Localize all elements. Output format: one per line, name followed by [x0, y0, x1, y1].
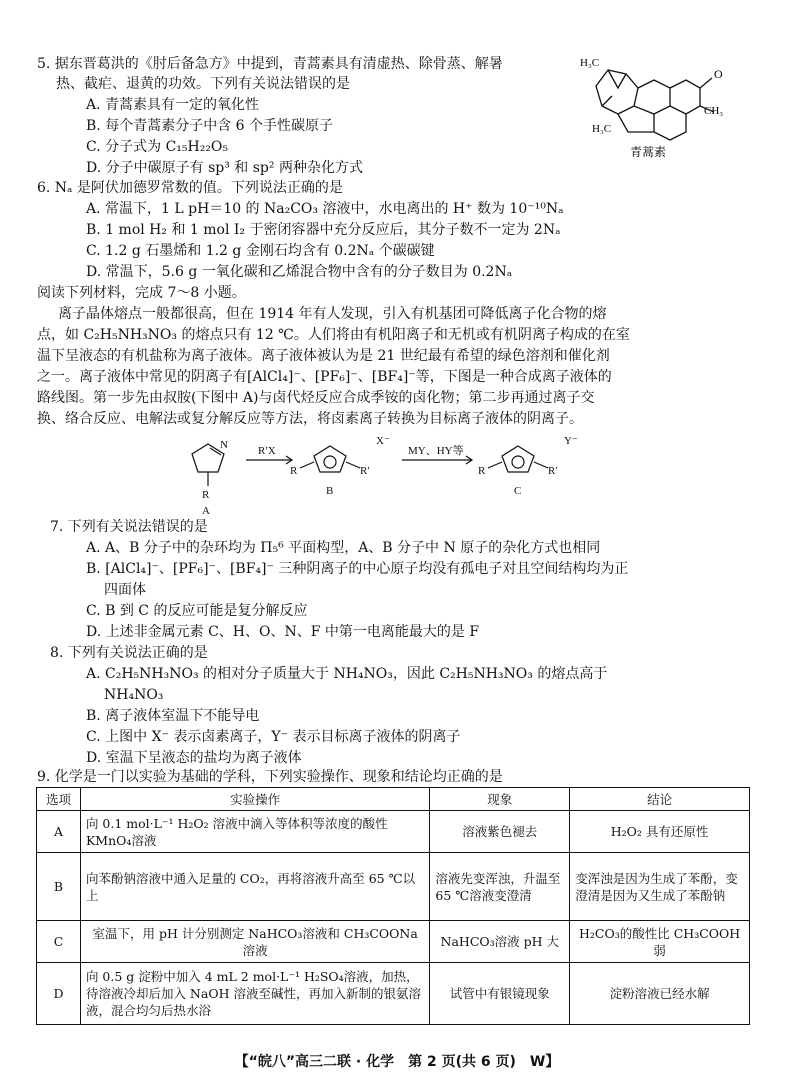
table-row: [37, 811, 750, 853]
q7-option-c: C. B 到 C 的反应可能是复分解反应: [86, 603, 308, 619]
scheme-reagent-1: R′X: [258, 445, 276, 457]
q9-stem: 9. 化学是一门以实验为基础的学科，下列实验操作、现象和结论均正确的是: [37, 769, 503, 785]
material-line-5: 路线图。第一步先由叔胺(下图中 A)与卤代烃反应合成季铵的卤化物；第二步再通过离子交: [37, 390, 595, 406]
row-a-option: A: [37, 811, 81, 853]
mol-h3c-bottom-label: H₃C: [592, 123, 612, 135]
row-b-phenomenon: 溶液先变浑浊，升温至 65 ℃溶液变澄清: [430, 853, 570, 921]
q5-stem-line1: 5. 据东晋葛洪的《肘后备急方》中提到，青蒿素具有清虚热、除骨蒸、解暑: [37, 56, 503, 72]
mol-caption: 青蒿素: [630, 145, 667, 159]
row-a-operation: 向 0.1 mol·L⁻¹ H₂O₂ 溶液中滴入等体积等浓度的酸性 KMnO₄溶液: [80, 811, 429, 853]
row-d-option: D: [37, 963, 81, 1025]
material-line-6: 换、络合反应、电解法或复分解反应等方法，将卤素离子转换为目标离子液体的阴离子。: [37, 411, 583, 427]
scheme-label-c: C: [514, 485, 522, 497]
page-footer: 【“皖八”高三二联 · 化学 第 2 页(共 6 页) W】: [234, 1054, 560, 1070]
q7-option-b-line1: B. [AlCl₄]⁻、[PF₆]⁻、[BF₄]⁻ 三种阴离子的中心原子均没有孤电子对且空间结构均为正: [86, 561, 629, 577]
ionic-liquid-synthesis-scheme: [180, 432, 620, 518]
scheme-label-b: B: [326, 485, 334, 497]
header-conclusion: 结论: [570, 788, 750, 811]
q8-option-a-line2: NH₄NO₃: [104, 687, 164, 703]
scheme-c-rprime-label: R′: [548, 465, 558, 477]
row-a-conclusion: H₂O₂ 具有还原性: [570, 811, 750, 853]
q9-experiment-table: [36, 787, 750, 1025]
scheme-b-r-label: R: [290, 465, 298, 477]
q5-option-b: B. 每个青蒿素分子中含 6 个手性碳原子: [86, 118, 333, 134]
row-c-phenomenon: NaHCO₃溶液 pH 大: [430, 921, 570, 963]
material-line-4: 之一。离子液体中常见的阴离子有[AlCl₄]⁻、[PF₆]⁻、[BF₄]⁻等，下图是一种合成离子液体的: [37, 369, 612, 385]
q6-option-a: A. 常温下，1 L pH＝10 的 Na₂CO₃ 溶液中，水电离出的 H⁺ 数为 10⁻¹⁰Nₐ: [86, 201, 564, 217]
q7-option-b-line2: 四面体: [104, 582, 146, 598]
row-d-phenomenon: 试管中有银镜现象: [430, 963, 570, 1025]
q5-option-a: A. 青蒿素具有一定的氧化性: [86, 97, 260, 113]
q8-option-d: D. 室温下呈液态的盐均为离子液体: [86, 750, 302, 766]
mol-o-label: O: [714, 67, 723, 81]
q8-option-a-line1: A. C₂H₅NH₃NO₃ 的相对分子质量大于 NH₄NO₃，因此 C₂H₅NH₃NO₃ 的熔点高于: [86, 666, 608, 682]
q7-option-d: D. 上述非金属元素 C、H、O、N、F 中第一电离能最大的是 F: [86, 624, 480, 640]
scheme-a-n-label: N: [220, 439, 228, 451]
q5-option-d: D. 分子中碳原子有 sp³ 和 sp² 两种杂化方式: [86, 160, 363, 176]
table-row: [37, 921, 750, 963]
row-d-operation: 向 0.5 g 淀粉中加入 4 mL 2 mol·L⁻¹ H₂SO₄溶液，加热，待溶液冷却后加入 NaOH 溶液至碱性，再加入新制的银氨溶液，混合均匀后热水浴: [80, 963, 429, 1025]
row-b-conclusion: 变浑浊是因为生成了苯酚，变澄清是因为又生成了苯酚钠: [570, 853, 750, 921]
row-b-operation: 向苯酚钠溶液中通入足量的 CO₂，再将溶液升高至 65 ℃以上: [80, 853, 429, 921]
material-intro: 阅读下列材料，完成 7～8 小题。: [37, 285, 246, 301]
scheme-b-rprime-label: R′: [360, 465, 370, 477]
material-line-3: 温下呈液态的有机盐称为离子液体。离子液体被认为是 21 世纪最有希望的绿色溶剂和催化剂: [37, 348, 610, 364]
scheme-x-ion: X⁻: [376, 435, 390, 447]
q5-option-c: C. 分子式为 C₁₅H₂₂O₅: [86, 139, 229, 155]
table-header-row: [37, 788, 750, 811]
artemisinin-structure: [578, 48, 738, 164]
header-option: 选项: [37, 788, 81, 811]
table-row: [37, 963, 750, 1025]
q7-option-a: A. A、B 分子中的杂环均为 Π₅⁶ 平面构型，A、B 分子中 N 原子的杂化方式也相同: [86, 540, 601, 556]
table-row: [37, 853, 750, 921]
row-c-option: C: [37, 921, 81, 963]
row-b-option: B: [37, 853, 81, 921]
q6-option-b: B. 1 mol H₂ 和 1 mol I₂ 于密闭容器中充分反应后，其分子数不一定为 2Nₐ: [86, 222, 561, 238]
mol-h3c-top-label: H₃C: [580, 57, 600, 69]
row-a-phenomenon: 溶液紫色褪去: [430, 811, 570, 853]
row-c-conclusion: H₂CO₃的酸性比 CH₃COOH 弱: [570, 921, 750, 963]
scheme-a-r-label: R: [202, 489, 210, 501]
scheme-c-r-label: R: [478, 465, 486, 477]
mol-ch3-label: CH₃: [704, 105, 724, 117]
row-c-operation: 室温下，用 pH 计分别测定 NaHCO₃溶液和 CH₃COONa 溶液: [80, 921, 429, 963]
q6-stem: 6. Nₐ 是阿伏加德罗常数的值。下列说法正确的是: [37, 180, 343, 196]
header-operation: 实验操作: [80, 788, 429, 811]
q5-stem-line2: 热、截疟、退黄的功效。下列有关说法错误的是: [56, 76, 350, 92]
q8-option-b: B. 离子液体室温下不能导电: [86, 708, 260, 724]
header-phenomenon: 现象: [430, 788, 570, 811]
material-line-1: 离子晶体熔点一般都很高，但在 1914 年有人发现，引入有机基团可降低离子化合物的熔: [58, 306, 607, 322]
scheme-label-a: A: [202, 505, 210, 517]
q6-option-d: D. 常温下，5.6 g 一氧化碳和乙烯混合物中含有的分子数目为 0.2Nₐ: [86, 264, 513, 280]
scheme-reagent-2: MY、HY等: [408, 445, 464, 457]
q7-stem: 7. 下列有关说法错误的是: [50, 519, 208, 535]
q6-option-c: C. 1.2 g 石墨烯和 1.2 g 金刚石均含有 0.2Nₐ 个碳碳键: [86, 243, 435, 259]
q8-stem: 8. 下列有关说法正确的是: [50, 645, 208, 661]
q8-option-c: C. 上图中 X⁻ 表示卤素离子，Y⁻ 表示目标离子液体的阴离子: [86, 729, 461, 745]
scheme-y-ion: Y⁻: [564, 435, 578, 447]
row-d-conclusion: 淀粉溶液已经水解: [570, 963, 750, 1025]
material-line-2: 点，如 C₂H₅NH₃NO₃ 的熔点只有 12 ℃。人们将由有机阳离子和无机或有机阴离子构成的在室: [37, 327, 630, 343]
